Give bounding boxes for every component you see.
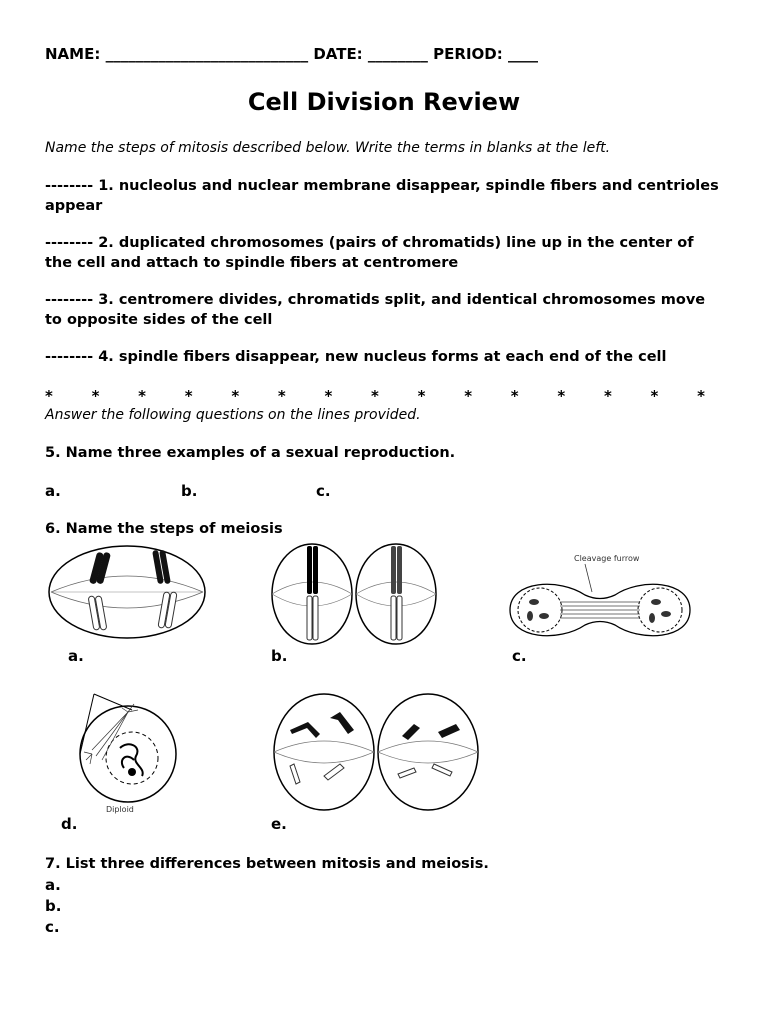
q6-label-c: c.: [512, 647, 527, 665]
mitosis-item-2: -------- 2. duplicated chromosomes (pairs of chromatids) line up in the center of the cell and attach to spindle fibers at centromere: [45, 235, 694, 271]
q6-label-a: a.: [68, 647, 84, 665]
star: *: [324, 387, 333, 405]
q7-label-c: c.: [45, 918, 60, 936]
q5-label-b: b.: [181, 482, 198, 500]
question-7: 7. List three differences between mitosis and meiosis.: [45, 856, 489, 872]
q7-label-b: b.: [45, 897, 62, 915]
star: *: [417, 387, 426, 405]
star: *: [45, 387, 53, 405]
star: *: [371, 387, 379, 405]
mitosis-item-3: -------- 3. centromere divides, chromatids split, and identical chromosomes move to opposite sides of the cell: [45, 292, 706, 328]
star: *: [650, 387, 659, 405]
figure-d-caption: Diploid: [106, 805, 134, 814]
name-label: NAME:: [45, 45, 101, 63]
star: *: [510, 387, 519, 405]
q5-label-c: c.: [316, 482, 331, 500]
q5-label-a: a.: [45, 482, 61, 500]
meiosis-figure-c: [500, 550, 700, 645]
date-blank[interactable]: ________: [367, 45, 428, 63]
star: *: [91, 387, 100, 405]
q6-label-b: b.: [271, 647, 288, 665]
star: *: [184, 387, 193, 405]
mitosis-item-4: -------- 4. spindle fibers disappear, new nucleus forms at each end of the cell: [45, 349, 667, 365]
instructions-questions: Answer the following questions on the lines provided.: [45, 407, 421, 423]
header-line: [45, 45, 538, 63]
mitosis-item-1: -------- 1. nucleolus and nuclear membrane disappear, spindle fibers and centrioles appear: [45, 178, 719, 214]
q6-label-d: d.: [61, 815, 78, 833]
page-title: Cell Division Review: [247, 88, 521, 116]
star: *: [277, 387, 286, 405]
period-blank[interactable]: ____: [507, 45, 538, 63]
meiosis-figure-d: [62, 690, 182, 815]
name-blank[interactable]: ___________________________: [105, 45, 309, 63]
instructions-mitosis: Name the steps of mitosis described below. Write the terms in blanks at the left.: [45, 140, 611, 156]
period-label: PERIOD:: [433, 45, 503, 63]
star: *: [464, 387, 473, 405]
star: *: [603, 387, 612, 405]
star: *: [557, 387, 566, 405]
date-label: DATE:: [313, 45, 363, 63]
star: *: [697, 387, 705, 405]
q7-label-a: a.: [45, 876, 61, 894]
star: *: [231, 387, 240, 405]
figure-c-caption: Cleavage furrow: [574, 554, 640, 563]
meiosis-figure-a: [45, 540, 210, 645]
question-6: 6. Name the steps of meiosis: [45, 521, 283, 537]
meiosis-figure-e: [270, 690, 482, 815]
q6-label-e: e.: [271, 815, 287, 833]
star: *: [138, 387, 147, 405]
separator-stars: [45, 387, 705, 405]
meiosis-figure-b: [268, 540, 440, 648]
question-5: 5. Name three examples of a sexual reproduction.: [45, 445, 456, 461]
